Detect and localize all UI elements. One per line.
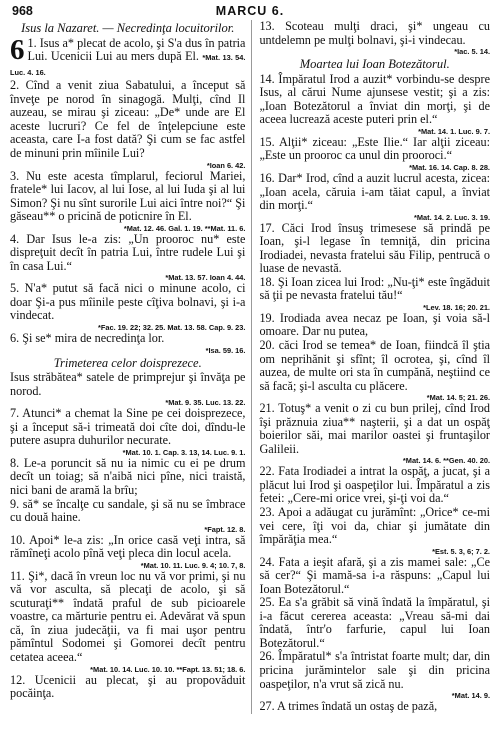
verse: 26. Împăratul* s'a întristat foarte mult; dar, din pricina jurămintelor sale şi din pricina oaspeţilor, n'a vrut să zică nu. [259,649,490,691]
cross-reference: *Mat. 14. 9. [451,691,490,701]
verse: 16. Dar* Irod, cînd a auzit lucrul acesta, zicea: „Ioan acela, căruia i-am tăiat capul, a înviat din morţi.“ [259,170,490,213]
text-columns [10,20,490,714]
verse: 21. Totuş* a venit o zi cu bun prilej, cînd Irod îşi prăznuia ziua** naşterii, şi a dat un ospăţ boierilor săi, mai marilor oastei şi fruntaşilor Galileii. [259,401,490,456]
verse [10,33,246,80]
verse: 6. Şi se* mira de necredinţa lor. [10,330,165,345]
verse: 7. Atunci* a chemat la Sine pe cei doisprezece, şi a început să-i trimeată doi cîte doi, dîndu-le putere asupra duhurilor necurate. [10,406,246,448]
cross-reference: *Fac. 19. 22; 32. 25. Mat. 13. 58. Cap. 9. 23. [97,322,246,332]
verse: 24. Fata a ieşit afară, şi a zis mamei sale: „Ce să cer?“ Şi mamă-sa i-a răspuns: „Capul lui Ioan Botezătorul.“ [259,554,490,596]
verse-text: 1. Isus a* plecat de acolo, şi S'a dus în patria Lui. Ucenicii Lui au mers după El. [27,35,246,64]
section-heading: Moartea lui Ioan Botezătorul. [299,57,450,72]
cross-reference: *Isa. 59. 16. [205,345,246,355]
chapter-numeral: 6 [10,33,25,66]
verse: 10. Apoi* le-a zis: „In orice casă veţi intra, să rămîneţi acolo pînă veţi pleca din locul acela. [10,532,246,561]
section-heading: Isus la Nazaret. — Necredinţa locuitorilor. [21,21,235,35]
cross-reference: *Mat. 13. 57. Ioan 4. 44. [165,273,246,283]
verse: 3. Nu este acesta tîmplarul, feciorul Mariei, fratele* lui Iacov, al lui Iose, al lui Iuda şi al lui Simon? Şi nu sînt surorile Lui aici între noi?“ Şi găseau** o pricină de poticnire în El. [10,168,246,224]
verse: 2. Cînd a venit ziua Sabatului, a început să înveţe pe norod în sinagogă. Mulţi, cînd Il auzeau, se mirau şi ziceau: „De* unde are El aceste lucruri? Ce fel de înţelepciune este aceasta, care I-a fost dată? Şi cum se fac astfel de minuni prin mîinile Lui? [10,78,246,160]
verse: 22. Fata Irodiadei a intrat la ospăţ, a jucat, şi a plăcut lui Irod şi oaspeţilor lui. Împăratul a zis fetei: „Cere-mi orice vrei, şi-ţi voi da.“ [259,464,490,506]
page-header [10,4,490,20]
cross-reference: *Mat. 12. 46. Gal. 1. 19. **Mat. 11. 6. [123,223,246,233]
verse: 20. căci Irod se temea* de Ioan, fiindcă îl ştia om neprihănit şi sfînt; îl ocrotea, şi, cînd îl auzea, de multe ori sta în cumpănă, neştiind ce să facă; şi-l asculta cu plăcere. [259,337,490,393]
cross-reference: *Mat. 14. 1. Luc. 9. 7. [418,126,490,136]
left-column [10,20,252,714]
verse: 9. să* se încalţe cu sandale, şi să nu se îmbrace cu două haine. [10,496,246,525]
verse: 19. Irodiada avea necaz pe Ioan, şi voia să-l omoare. Dar nu putea, [259,310,490,339]
cross-reference: *Mat. 16. 14. Cap. 8. 28. [409,162,490,172]
cross-reference: *Mat. 14. 6. **Gen. 40. 20. [402,456,490,466]
book-chapter-title: MARCU 6. [215,4,285,18]
verse: 8. Le-a poruncit să nu ia nimic cu ei pe drum decît un toiag; să n'aibă nici pîne, nici traistă, nici bani de aramă la brîu; [10,455,246,497]
verse: 27. A trimes îndată un ostaş de pază, [259,699,438,714]
verse: 23. Apoi a adăugat cu jurămînt: „Orice* ce-mi vei cere, îţi voi da, chiar şi jumătate din împărăţia mea.“ [259,505,490,547]
verse: 4. Dar Isus le-a zis: „Un prooroc nu* este dispreţuit decît în patria Lui, între rudele Lui şi în casa Lui.“ [10,231,246,273]
right-column [252,20,490,714]
cross-reference: *Mat. 14. 5; 21. 26. [426,393,490,403]
cross-reference: *Mat. 10. 14. Luc. 10. 10. **Fapt. 13. 51; 18. 6. [90,664,246,674]
verse: 14. Împăratul Irod a auzit* vorbindu-se despre Isus, al cărui Nume ajunsese vestit; şi a zis: „Ioan Botezătorul a înviat din morţi, şi de aceea lucrează aceste puteri prin el.“ [259,71,490,127]
verse: 11. Şi*, dacă în vreun loc nu vă vor primi, şi nu vă vor asculta, să plecaţi de acolo, şi să scuturaţi** îndată praful de sub picioarele voastre, ca mărturie pentru ei. Adevărat vă spun că, în ziua judecăţii, va fi mai uşor pentru pămîntul Sodomei şi Gomorei decît pentru cetatea aceea.“ [10,568,246,664]
cross-reference: *Lev. 18. 16; 20. 21. [423,302,490,312]
page-number: 968 [12,4,33,18]
cross-reference: *Mat. 10. 11. Luc. 9. 4; 10. 7, 8. [140,560,246,570]
cross-reference: *Mat. 9. 35. Luc. 13. 22. [165,398,246,408]
cross-reference: *Est. 5. 3, 6; 7. 2. [432,546,490,556]
cross-reference: *Mat. 13. 54. Luc. 4. 16. [10,53,246,77]
cross-reference: *Mat. 10. 1. Cap. 3. 13, 14. Luc. 9. 1. [122,447,246,457]
verse: 13. Scoteau mulţi draci, şi* ungeau cu untdelemn pe mulţi bolnavi, şi-i vindecau. [259,19,490,47]
verse: 18. Şi Ioan zicea lui Irod: „Nu-ţi* este îngăduit să ţii pe nevasta fratelui tău!“ [259,274,490,303]
verse: 15. Alţii* ziceau: „Este Ilie.“ Iar alţii ziceau: „Este un prooroc ca unul din prooroci.“ [259,134,490,163]
cross-reference: *Fapt. 12. 8. [204,524,246,534]
cross-reference: *Iac. 5. 14. [454,47,490,57]
verse: 17. Căci Irod însuş trimesese să prindă pe Ioan, şi-l legase în temniţă, din pricina Irodiadei, nevasta fratelui său Filip, pentrucă o luase de nevastă. [259,220,490,276]
cross-reference: *Ioan 6. 42. [206,160,246,170]
verse: 12. Ucenicii au plecat, şi au propovăduit pocăinţa. [10,672,246,701]
verse: 25. Ea s'a grăbit să vină îndată la împăratul, şi i-a făcut cererea aceasta: „Vreau să-mi dai îndată, într'o farfurie, capul lui Ioan Botezătorul.“ [259,595,490,650]
verse: Isus străbătea* satele de primprejur şi învăţa pe norod. [10,370,246,398]
cross-reference: *Mat. 14. 2. Luc. 3. 19. [414,212,490,222]
section-heading: Trimeterea celor doisprezece. [53,355,202,370]
verse: 5. N'a* putut să facă nici o minune acolo, ci doar Şi-a pus mîinile peste cîţiva bolnavi, şi i-a vindecat. [10,281,246,323]
